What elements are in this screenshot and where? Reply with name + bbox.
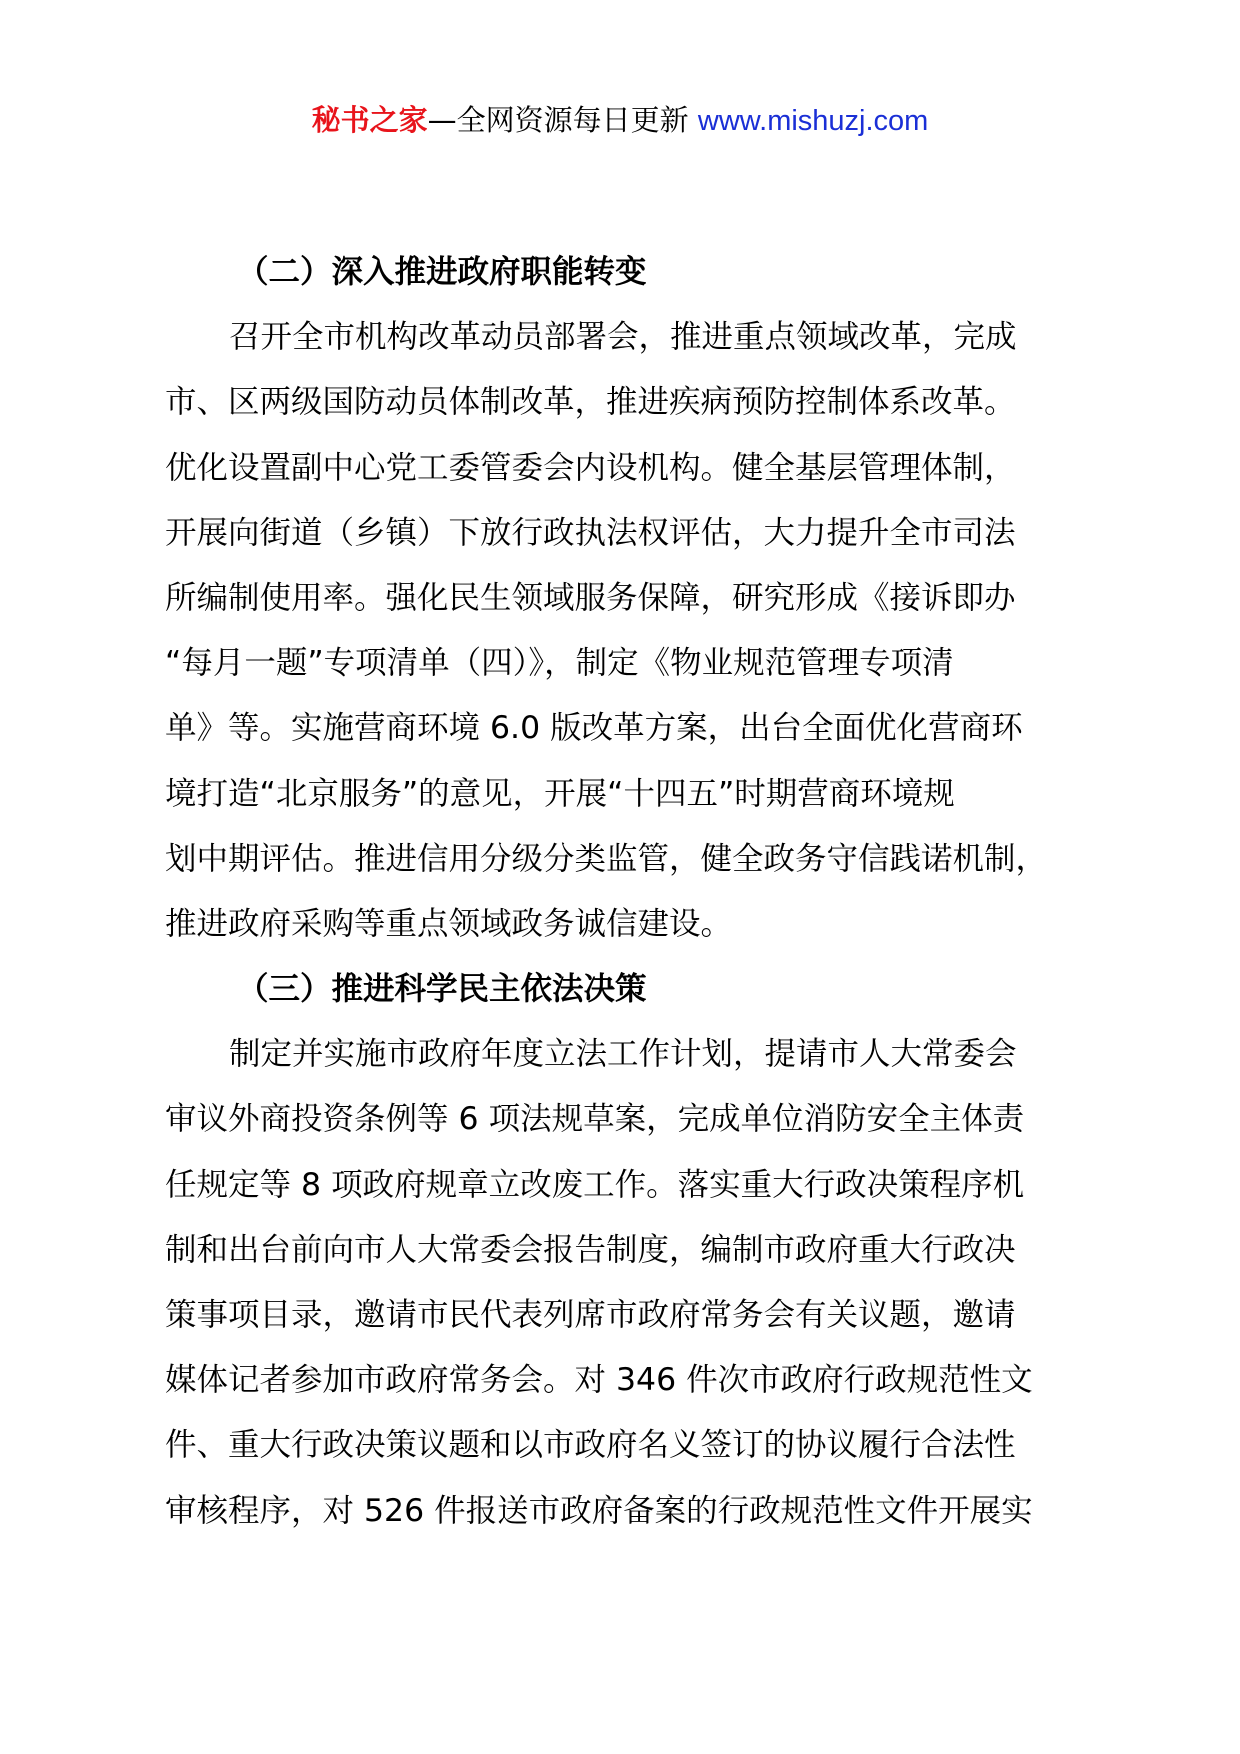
site-url-link[interactable]: www.mishuzj.com bbox=[697, 105, 929, 137]
brand-name: 秘书之家 bbox=[311, 103, 428, 137]
paragraph-line: 审议外商投资条例等 6 项法规草案，完成单位消防安全主体责 bbox=[165, 1101, 1025, 1138]
banner-tagline: —全网资源每日更新 bbox=[427, 103, 689, 137]
paragraph-line: 策事项目录，邀请市民代表列席市政府常务会有关议题，邀请 bbox=[165, 1297, 1016, 1333]
paragraph-line: 开展向街道（乡镇）下放行政执法权评估，大力提升全市司法 bbox=[165, 514, 1016, 551]
paragraph-line: 制和出台前向市人大常委会报告制度，编制市政府重大行政决 bbox=[165, 1231, 1016, 1268]
paragraph-line: 审核程序，对 526 件报送市政府备案的行政规范性文件开展实 bbox=[165, 1492, 1033, 1529]
document-body bbox=[165, 240, 1095, 1544]
paragraph-line: 单》等。实施营商环境 6.0 版改革方案，出台全面优化营商环 bbox=[165, 710, 1023, 747]
paragraph-line: 市、区两级国防动员体制改革，推进疾病预防控制体系改革。 bbox=[165, 384, 1016, 421]
section-heading-2: （二）深入推进政府职能转变 bbox=[237, 254, 647, 290]
paragraph-line: 制定并实施市政府年度立法工作计划，提请市人大常委会 bbox=[229, 1036, 1017, 1073]
paragraph-line: 召开全市机构改革动员部署会，推进重点领域改革，完成 bbox=[229, 319, 1017, 356]
paragraph-line: 推进政府采购等重点领域政务诚信建设。 bbox=[165, 905, 733, 942]
paragraph-line: “每月一题”专项清单（四）》，制定《物业规范管理专项清 bbox=[165, 645, 954, 682]
paragraph-line: 件、重大行政决策议题和以市政府名义签订的协议履行合法性 bbox=[165, 1427, 1016, 1464]
site-banner bbox=[0, 100, 1240, 141]
paragraph-line: 优化设置副中心党工委管委会内设机构。健全基层管理体制， bbox=[165, 449, 1016, 486]
paragraph-line: 任规定等 8 项政府规章立改废工作。落实重大行政决策程序机 bbox=[165, 1166, 1025, 1203]
section-heading-3: （三）推进科学民主依法决策 bbox=[237, 971, 647, 1008]
paragraph-line: 所编制使用率。强化民生领域服务保障，研究形成《接诉即办 bbox=[165, 579, 1016, 616]
paragraph-line: 划中期评估。推进信用分级分类监管，健全政务守信践诺机制， bbox=[165, 840, 1048, 877]
paragraph-line: 境打造“北京服务”的意见，开展“十四五”时期营商环境规 bbox=[165, 775, 955, 812]
paragraph-line: 媒体记者参加市政府常务会。对 346 件次市政府行政规范性文 bbox=[165, 1362, 1033, 1399]
